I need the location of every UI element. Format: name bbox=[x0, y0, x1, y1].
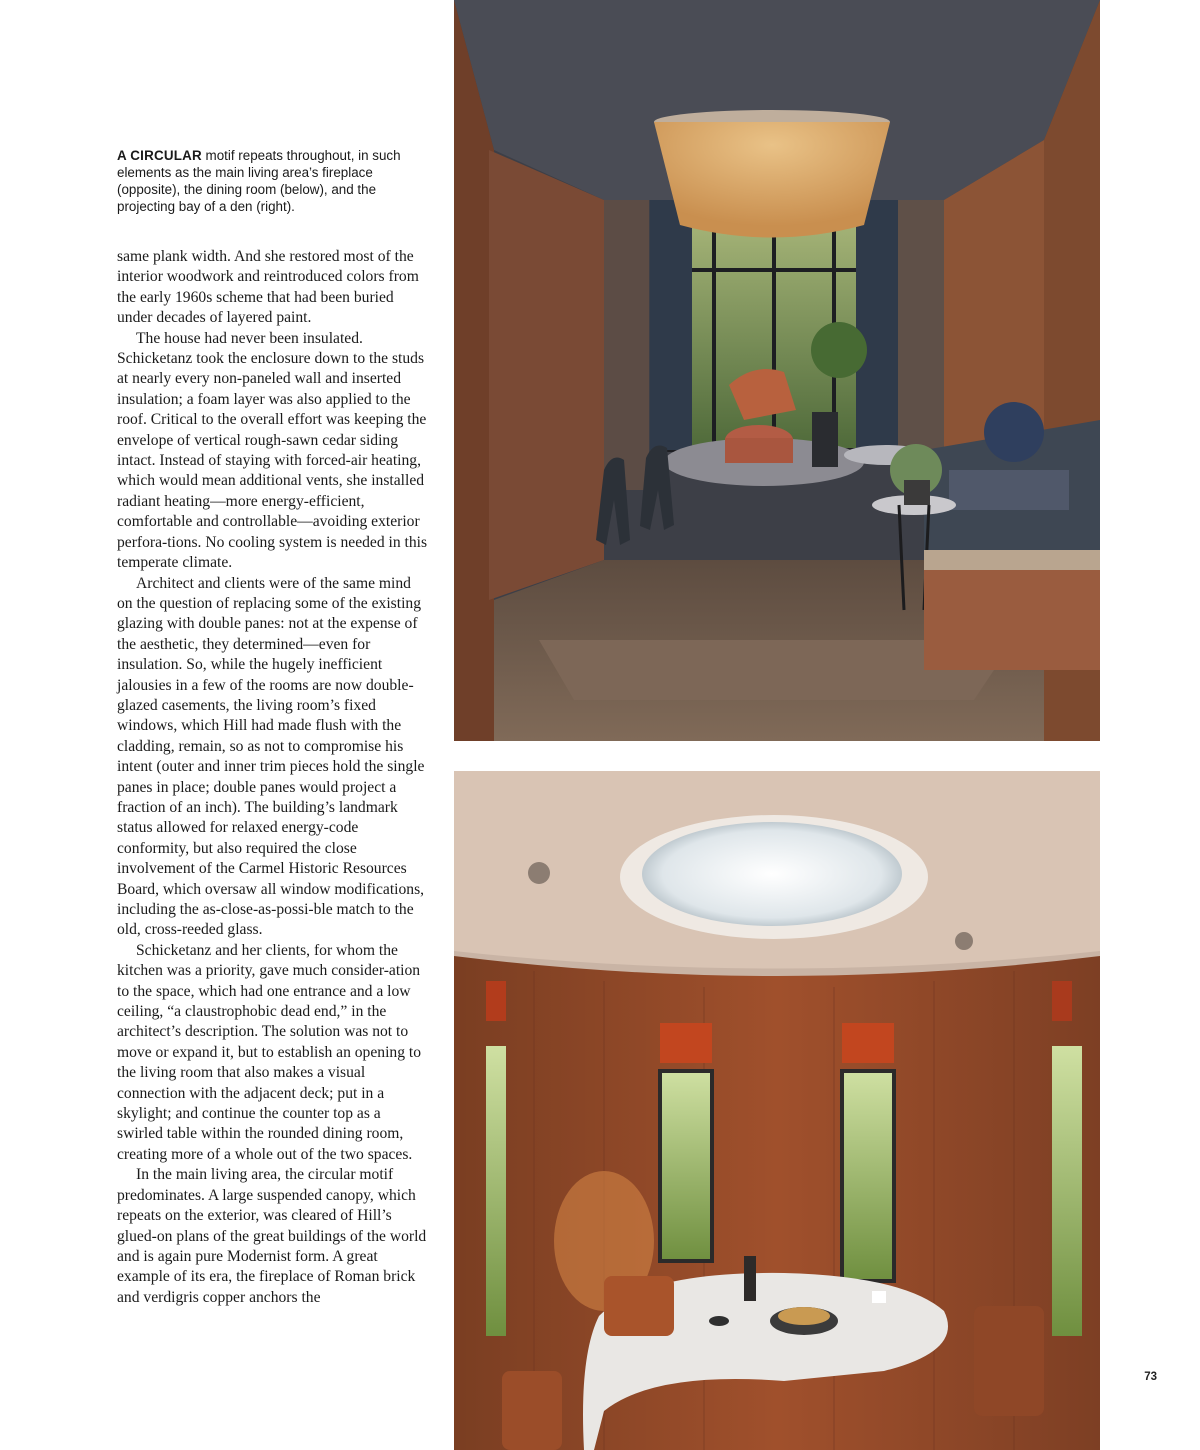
caption-lead: A CIRCULAR bbox=[117, 148, 202, 163]
paragraph-4: Schicketanz and her clients, for whom the kitchen was a priority, gave much consider-ation to the space, which had one entrance and a low ceiling, “a claustrophobic dead end,” in the architect’s description. The solution was not to move or expand it, but to establish an opening to the living room that also makes a visual connection with the adjacent deck; put in a skylight; and continue the counter top as a swirled table within the rounded dining room, creating more of a whole out of the two spaces. bbox=[117, 941, 422, 1163]
dining-room-photo bbox=[454, 771, 1100, 1450]
article-body bbox=[117, 247, 429, 1308]
page-number: 73 bbox=[1144, 1371, 1157, 1383]
paragraph-2: The house had never been insulated. Schicketanz took the enclosure down to the studs at nearly every non-paneled wall and inserted insulation; a foam layer was also applied to the roof. Critical to the overall effort was keeping the envelope of vertical rough-sawn cedar siding intact. Instead of staying with forced-air heating, which would mean additional vents, she installed radiant heating—more energy-efficient, comfortable and controllable—avoiding exterior perfora-tions. No cooling system is needed in this temperate climate. bbox=[117, 329, 428, 572]
den-photo bbox=[454, 0, 1100, 741]
paragraph-1: same plank width. And she restored most of the interior woodwork and reintroduced colors from the early 1960s scheme that had been buried under decades of layered paint. bbox=[117, 248, 419, 327]
photo-caption bbox=[117, 147, 437, 215]
paragraph-3: Architect and clients were of the same mind on the question of replacing some of the existing glazing with double panes: not at the expense of the aesthetic, they determined—even for insulation. So, while the hugely inefficient jalousies in a few of the rooms are now double-glazed casements, the living room’s fixed windows, which Hill had made flush with the cladding, remain, so as not to compromise his intent (outer and inner trim pieces hold the single panes in place; double panes would project a fraction of an inch). The building’s landmark status allowed for relaxed energy-code conformity, but also required the close involvement of the Carmel Historic Resources Board, which oversaw all window modifications, including the as-close-as-possi-ble match to the old, cross-reeded glass. bbox=[117, 574, 425, 939]
caption-text: motif repeats throughout, in such elements as the main living area’s fireplace (opposite), the dining room (below), and the projecting bay of a den (right). bbox=[117, 148, 401, 214]
paragraph-5: In the main living area, the circular motif predominates. A large suspended canopy, which repeats on the exterior, was cleared of Hill’s glued-on plans of the great buildings of the world and is again pure Modernist form. A great example of its era, the fireplace of Roman brick and verdigris copper anchors the bbox=[117, 1166, 427, 1306]
den-illustration bbox=[454, 0, 1100, 741]
dining-room-illustration bbox=[454, 771, 1100, 1450]
